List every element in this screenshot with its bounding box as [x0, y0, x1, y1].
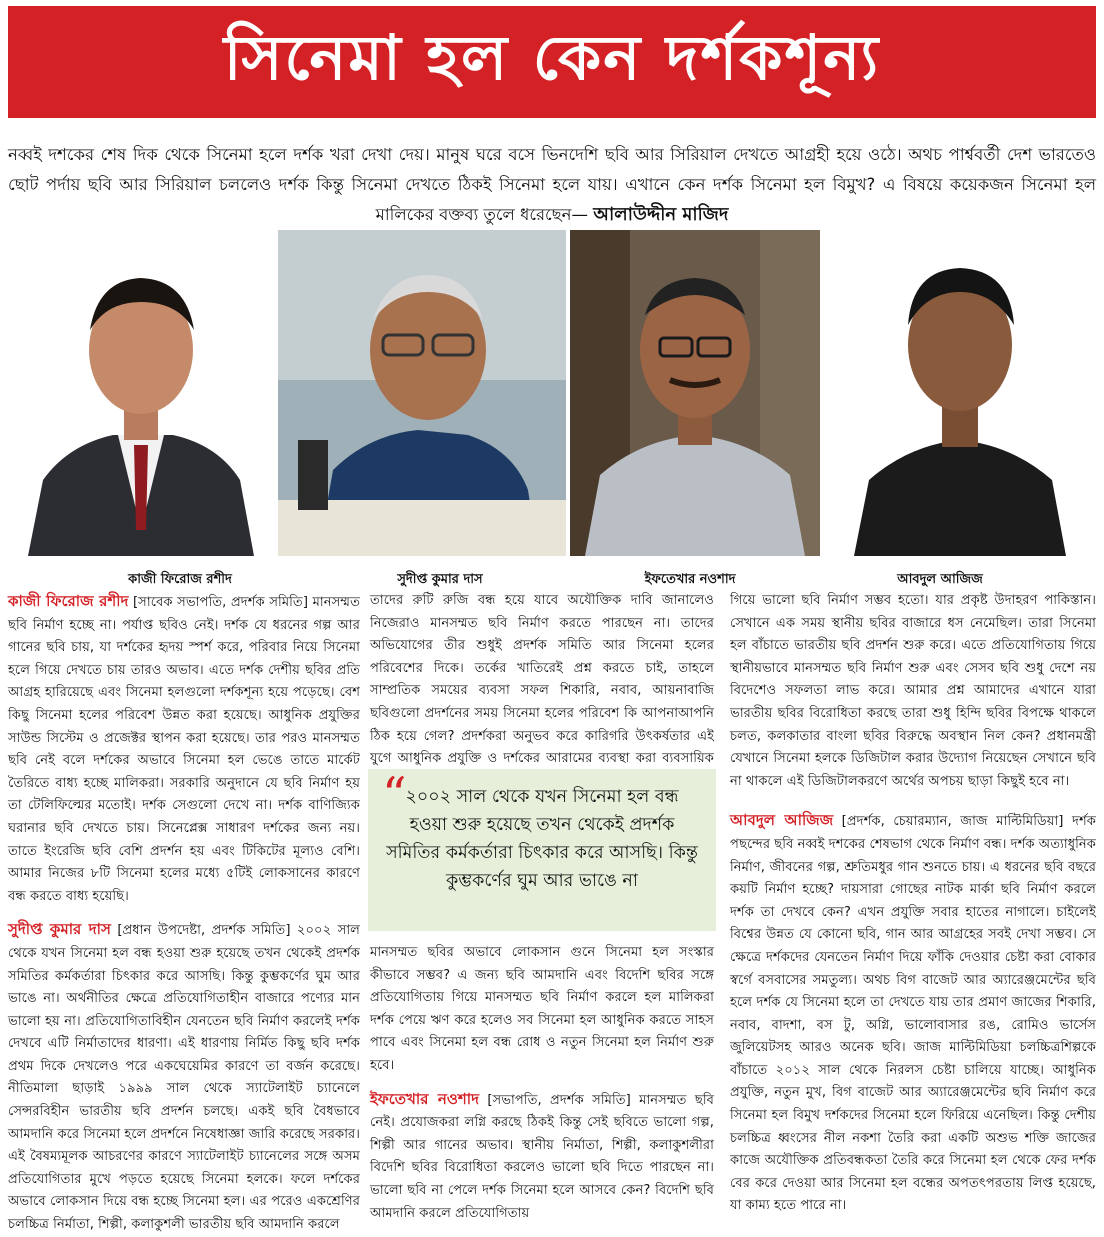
- intro-paragraph: [8, 140, 1096, 230]
- paragraph-text: মানসম্মত ছবি নেই। প্রযোজকরা লগ্নি করছে ঠিকই কিন্তু সেই ছবিতে ভালো গল্প, শিল্পী আর গানের অভাব। স্থানীয় নির্মাতা, শিল্পী, কলাকুশলীরা বিদেশি ছবির বিরোধিতা করলেও ভালো ছবি দিতে পারছেন না। ভালো ছবি না পেলে দর্শক সিনেমা হলে আসবে কেন? বিদেশি ছবি আমদানি করলে প্রতিযোগিতায়: [370, 1092, 714, 1221]
- column-3: [730, 590, 1096, 1218]
- quote-mark-icon: “: [382, 767, 407, 823]
- speaker-name: আবদুল আজিজ: [730, 811, 834, 830]
- photo-kazi-firoz-rashid: [8, 230, 274, 556]
- photo-strip: [8, 230, 1096, 556]
- paragraph-text: গিয়ে ভালো ছবি নির্মাণ সম্ভব হতো। যার প্রকৃষ্ট উদাহরণ পাকিস্তান। সেখানে এক সময় স্থানীয় ছবির বাজারে ধস নেমেছিল। তারা সিনেমা হল বাঁচাতে ভারতীয় ছবি প্রদর্শন শুরু করে। এতে প্রতিযোগিতায় গিয়ে স্থানীয়ভাবে মানসম্মত ছবি নির্মাণ শুরু এবং সেসব ছবি শুধু দেশে নয় বিদেশেও সফলতা লাভ করে। আমার প্রশ্ন আমাদের এখানে যারা ভারতীয় ছবির বিরোধিতা করছে তারা শুধু হিন্দি ছবির বিপক্ষে থাকলে চলত, কলকাতার বাংলা ছবির বিরুদ্ধে অবস্থান নিল কেন? প্রধানমন্ত্রী যেখানে সিনেমা হলকে ডিজিটাল করার উদ্যোগ নিয়েছেন সেখানে ছবি না থাকলে এই ডিজিটালকরণে অর্থের অপচয় ছাড়া কিছুই হবে না।: [730, 593, 1096, 789]
- headline: সিনেমা হল কেন দর্শকশূন্য: [223, 20, 881, 94]
- speaker-role: [প্রদর্শক, চেয়ারম্যান, জাজ মাল্টিমিডিয়া]: [833, 814, 1064, 830]
- headline-banner: [8, 6, 1096, 118]
- speaker-role: [সভাপতি, প্রদর্শক সমিতি]: [478, 1092, 631, 1108]
- paragraph-sudipta: [8, 918, 360, 1236]
- column-1: [8, 590, 360, 1237]
- intro-text: নব্বই দশকের শেষ দিক থেকে সিনেমা হলে দর্শক খরা দেখা দেয়। মানুষ ঘরে বসে ভিনদেশি ছবি আর সিরিয়াল দেখতে আগ্রহী হয়ে ওঠে। অথচ পার্শ্ববর্তী দেশ ভারতেও ছোট পর্দায় ছবি আর সিরিয়াল চললেও দর্শক কিন্তু সিনেমা দেখতে ঠিকই সিনেমা হলে যায়। এখানে কেন দর্শক সিনেমা হল বিমুখ? এ বিষয়ে কয়েকজন সিনেমা হল মালিকের বক্তব্য তুলে ধরেছেন—: [8, 145, 1096, 224]
- author-name: আলাউদ্দীন মাজিদ: [593, 204, 729, 225]
- paragraph-aziz: [730, 809, 1096, 1218]
- pull-quote-text: ২০০২ সাল থেকে যখন সিনেমা হল বন্ধ হওয়া শুরু হয়েছে তখন থেকেই প্রদর্শক সমিতির কর্মকর্তারা চিৎকার করে আসছি। কিন্তু কুম্ভকর্ণের ঘুম আর ভাঙে না: [386, 787, 698, 891]
- caption-photo3: ইফতেখার নওশাদ: [644, 572, 736, 587]
- paragraph-text: তাদের রুটি রুজি বন্ধ হয়ে যাবে অযৌক্তিক দাবি জানালেও নিজেরাও মানসম্মত ছবি নির্মাণ করতে পারছেন না। তাদের অভিযোগের তীর শুধুই প্রদর্শক সমিতি আর সিনেমা হলের পরিবেশের দিকে। তর্কের খাতিরেই প্রশ্ন করতে চাই, তাহলে সাম্প্রতিক সময়ের ব্যবসা সফল শিকারি, নবাব, আয়নাবাজি ছবিগুলো প্রদর্শনের সময় সিনেমা হলের পরিবেশ কি আপনাআপনি ঠিক হয়ে গেল? প্রদর্শকরা অনুভব করে কারিগরি উৎকর্ষতার এই যুগে আধুনিক প্রযুক্তি ও দর্শকের আরামের ব্যবস্থা করা ব্যবসায়িক: [370, 593, 714, 767]
- speaker-name: কাজী ফিরোজ রশীদ: [8, 592, 129, 610]
- speaker-name: সুদীপ্ত কুমার দাস: [8, 920, 111, 939]
- pull-quote: [368, 769, 716, 931]
- paragraph-text: মানসম্মত ছবির অভাবে লোকসান গুনে সিনেমা হল সংস্কার কীভাবে সম্ভব? এ জন্য ছবি আমদানি এবং বিদেশি ছবির সঙ্গে প্রতিযোগিতায় গিয়ে মানসম্মত ছবি নির্মাণ করলে হল মালিকরা দর্শক পেয়ে ঋণ করে হলেও সব সিনেমা হল আধুনিক করতে সাহস পাবে এবং সিনেমা হল বন্ধ রোধ ও নতুন সিনেমা হল নির্মাণ শুরু হবে।: [370, 945, 714, 1073]
- speaker-role: [প্রধান উপদেষ্টা, প্রদর্শক সমিতি]: [110, 923, 291, 939]
- photo-abdul-aziz: [824, 230, 1096, 556]
- speaker-name: ইফতেখার নওশাদ: [370, 1089, 479, 1108]
- paragraph-text: দর্শক পছন্দের ছবি নব্বই দশকের শেষভাগ থেকে নির্মাণ বন্ধ। দর্শক অত্যাধুনিক নির্মাণ, জীবনের গল্প, শ্রুতিমধুর গান শুনতে চায়। এ ধরনের ছবি বছরে কয়টি নির্মাণ হচ্ছে? দায়সারা গোছের নাটক মার্কা ছবি নির্মাণ করলে দর্শক তা দেখবে কেন? এখন প্রযুক্তি সবার হাতের নাগালে। চাইলেই বিশ্বের উন্নত যে কোনো ছবি, গান আর আগ্রহের সবই দেখা সম্ভব। সে ক্ষেত্রে দর্শকদের যেনতেন নির্মাণ দিয়ে ফাঁকি দেওয়ার চেষ্টা করা বোকার স্বর্গে বসবাসের সমতুল্য। অথচ বিগ বাজেট আর অ্যারেঞ্জমেন্টের ছবি হলে দর্শক যে সিনেমা হলে তা দেখতে যায় তার প্রমাণ জাজের শিকারি, নবাব, বাদশা, বস টু, অগ্নি, ভালোবাসার রঙ, রোমিও ভার্সেস জুলিয়েটসহ আরও অনেক ছবি। জাজ মাল্টিমিডিয়া চলচ্চিত্রশিল্পকে বাঁচাতে ২০১২ সাল থেকে নিরলস চেষ্টা চালিয়ে যাচ্ছে। আধুনিক প্রযুক্তি, নতুন মুখ, বিগ বাজেট আর অ্যারেঞ্জমেন্টের ছবি নির্মাণ করে সিনেমা হল বিমুখ দর্শকদের সিনেমা হলে ফিরিয়ে এনেছিল। কিন্তু দেশীয় চলচ্চিত্র ধ্বংসের নীল নকশা তৈরি করা একটি অশুভ শক্তি জাজের কাজে অযৌক্তিক প্রতিবন্ধকতা তৈরি করে সিনেমা হল থেকে ফের দর্শক বের করে দেওয়া আর সিনেমা হল বন্ধের অপতৎপরতায় লিপ্ত হয়েছে, যা কাম্য হতে পারে না।: [730, 814, 1097, 1214]
- caption-photo2: সুদীপ্ত কুমার দাস: [397, 572, 483, 587]
- photo-iftekhar-naushad: [570, 230, 820, 556]
- paragraph-text: মানসম্মত ছবি নির্মাণ হচ্ছে না। পর্যাপ্ত ছবিও নেই। দর্শক যে ধরনের গল্প আর গানের ছবি চায়, যা দর্শকের হৃদয় স্পর্শ করে, পরিবার নিয়ে সিনেমা হলে গিয়ে দেখতে চায় তারও অভাব। এতে দর্শক দেশীয় ছবির প্রতি আগ্রহ হারিয়েছে এবং সিনেমা হলগুলো দর্শকশূন্য হয়ে পড়েছে। বেশ কিছু সিনেমা হলের পরিবেশ উন্নত করা হয়েছে। আধুনিক প্রযুক্তির সাউন্ড সিস্টেম ও প্রজেক্টর স্থাপন করা হয়েছে। তার পরও মানসম্মত ছবি নেই বলে দর্শকের অভাবে সিনেমা হল ভেঙে তাতে মার্কেট তৈরিতে বাধ্য হচ্ছে মালিকরা। সরকারি অনুদানে যে ছবি নির্মাণ হয় তা টেলিফিল্মের মতোই। দর্শক সেগুলো দেখে না। দর্শক বাণিজ্যিক ঘরানার ছবি দেখতে চায়। সিনেপ্লেক্স সাধারণ দর্শকের জন্য নয়। তাতে ইংরেজি ছবি বেশি প্রদর্শন হয় এবং টিকিটের মূল্যও বেশি। আমার নিজের ৮টি সিনেমা হলের মধ্যে ৫টিই লোকসানের কারণে বন্ধ করতে বাধ্য হয়েছি।: [8, 595, 360, 904]
- column-2-top: [370, 590, 714, 793]
- paragraph-iftekhar: [370, 1088, 714, 1226]
- caption-photo1: কাজী ফিরোজ রশীদ: [128, 572, 232, 587]
- photo-sudipta-kumar-das: [278, 230, 566, 556]
- paragraph-text: ২০০২ সাল থেকে যখন সিনেমা হল বন্ধ হওয়া শুরু হয়েছে তখন থেকেই প্রদর্শক সমিতির কর্মকর্তারা চিৎকার করে আসছি। কিন্তু কুম্ভকর্ণের ঘুম আর ভাঙে না। অর্থনীতির ক্ষেত্রে প্রতিযোগিতাহীন বাজারে পণ্যের মান ভালো হয় না। প্রতিযোগিতাবিহীন যেনতেন ছবি নির্মাণ করলেই দর্শক দেখবে এটি নির্মাতাদের ধারণা। এই ধারণায় নির্মিত কিছু ছবি দর্শক প্রথম দিকে দেখলেও পরে একঘেয়েমির কারণে তা বর্জন করেছে। নীতিমালা ছাড়াই ১৯৯৯ সাল থেকে স্যাটেলাইট চ্যানেলে সেন্সরবিহীন ভারতীয় ছবি প্রদর্শন চলছে। একই ছবি বৈধভাবে আমদানি করে সিনেমা হলে প্রদর্শনে নিষেধাজ্ঞা জারি করেছে সরকার। এই বৈষম্যমূলক আচরণের কারণে স্যাটেলাইট চ্যানেলের সঙ্গে অসম প্রতিযোগিতার মুখে পড়তে হয়েছে সিনেমা হলকে। ফলে দর্শকের অভাবে লোকসান দিয়ে বন্ধ হচ্ছে সিনেমা হল। এর পরেও একশ্রেণির চলচ্চিত্র নির্মাতা, শিল্পী, কলাকুশলী ভারতীয় ছবি আমদানি করলে: [8, 923, 361, 1233]
- speaker-role: [সাবেক সভাপতি, প্রদর্শক সমিতি]: [128, 595, 308, 610]
- caption-photo4: আবদুল আজিজ: [897, 572, 983, 587]
- column-2-bottom: [370, 942, 714, 1225]
- paragraph-kazi: [8, 590, 360, 908]
